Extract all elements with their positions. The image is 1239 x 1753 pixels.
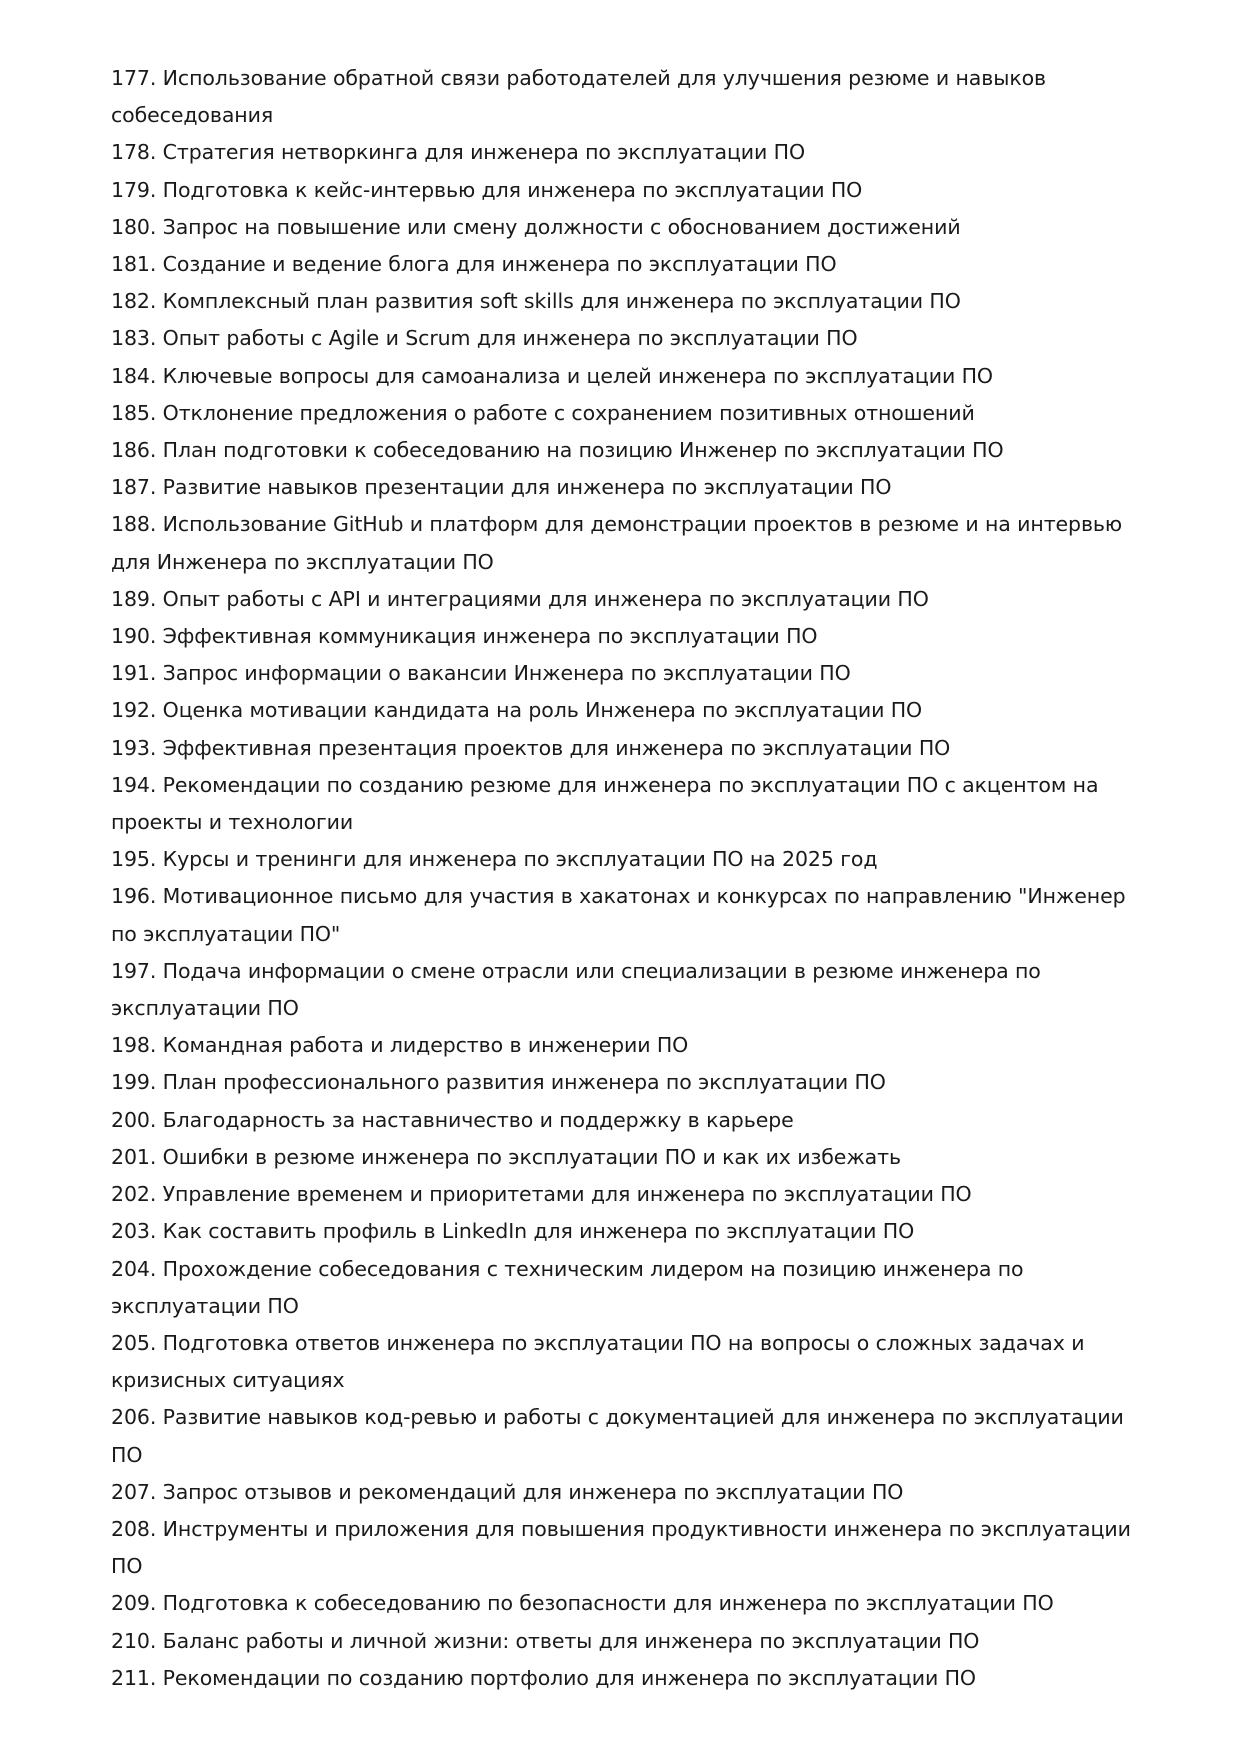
list-item: 201. Ошибки в резюме инженера по эксплуатации ПО и как их избежать [111, 1144, 901, 1169]
list-item: 181. Создание и ведение блога для инженера по эксплуатации ПО [111, 252, 837, 277]
list-item: 178. Стратегия нетворкинга для инженера по эксплуатации ПО [111, 140, 806, 165]
document-page [111, 60, 1131, 1697]
list-item: 192. Оценка мотивации кандидата на роль Инженера по эксплуатации ПО [111, 698, 923, 723]
list-item: 206. Развитие навыков код-ревью и работы с документацией для инженера по эксплуатации ПО [111, 1405, 1124, 1467]
list-item: 207. Запрос отзывов и рекомендаций для инженера по эксплуатации ПО [111, 1479, 904, 1504]
list-item: 190. Эффективная коммуникация инженера по эксплуатации ПО [111, 624, 818, 649]
list-item: 202. Управление временем и приоритетами для инженера по эксплуатации ПО [111, 1182, 972, 1207]
list-item: 204. Прохождение собеседования с техническим лидером на позицию инженера по эксплуатации ПО [111, 1256, 1024, 1318]
list-item: 210. Баланс работы и личной жизни: ответы для инженера по эксплуатации ПО [111, 1628, 980, 1653]
list-item: 180. Запрос на повышение или смену должности с обоснованием достижений [111, 214, 961, 239]
list-item: 198. Командная работа и лидерство в инженерии ПО [111, 1033, 689, 1058]
list-item: 179. Подготовка к кейс-интервью для инженера по эксплуатации ПО [111, 177, 863, 202]
list-item: 188. Использование GitHub и платформ для демонстрации проектов в резюме и на интервью для Инженера по эксплуатации ПО [111, 512, 1123, 574]
list-item: 203. Как составить профиль в LinkedIn для инженера по эксплуатации ПО [111, 1219, 915, 1244]
list-item: 187. Развитие навыков презентации для инженера по эксплуатации ПО [111, 475, 892, 500]
list-item: 183. Опыт работы с Agile и Scrum для инженера по эксплуатации ПО [111, 326, 858, 351]
list-item: 191. Запрос информации о вакансии Инженера по эксплуатации ПО [111, 661, 851, 686]
list-item: 211. Рекомендации по созданию портфолио для инженера по эксплуатации ПО [111, 1665, 976, 1690]
list-item: 195. Курсы и тренинги для инженера по эксплуатации ПО на 2025 год [111, 847, 878, 872]
list-item: 199. План профессионального развития инженера по эксплуатации ПО [111, 1070, 886, 1095]
list-item: 194. Рекомендации по созданию резюме для инженера по эксплуатации ПО с акцентом на проекты и технологии [111, 772, 1099, 835]
list-item: 209. Подготовка к собеседованию по безопасности для инженера по эксплуатации ПО [111, 1591, 1054, 1616]
list-item: 185. Отклонение предложения о работе с сохранением позитивных отношений [111, 400, 975, 425]
list-item: 196. Мотивационное письмо для участия в хакатонах и конкурсах по направлению "Инженер по эксплуатации ПО" [111, 884, 1126, 946]
list-item: 193. Эффективная презентация проектов для инженера по эксплуатации ПО [111, 735, 951, 760]
list-item: 182. Комплексный план развития soft skills для инженера по эксплуатации ПО [111, 289, 961, 314]
list-item: 177. Использование обратной связи работодателей для улучшения резюме и навыков собеседования [111, 66, 1047, 128]
list-item: 208. Инструменты и приложения для повышения продуктивности инженера по эксплуатации ПО [111, 1516, 1131, 1579]
list-item: 184. Ключевые вопросы для самоанализа и целей инженера по эксплуатации ПО [111, 363, 993, 388]
list-item: 189. Опыт работы с API и интеграциями для инженера по эксплуатации ПО [111, 586, 929, 611]
list-item: 200. Благодарность за наставничество и поддержку в карьере [111, 1107, 794, 1132]
list-item: 205. Подготовка ответов инженера по эксплуатации ПО на вопросы о сложных задачах и кризисных ситуациях [111, 1330, 1085, 1393]
list-item: 186. План подготовки к собеседованию на позицию Инженер по эксплуатации ПО [111, 438, 1004, 463]
list-item: 197. Подача информации о смене отрасли или специализации в резюме инженера по эксплуатации ПО [111, 958, 1041, 1021]
